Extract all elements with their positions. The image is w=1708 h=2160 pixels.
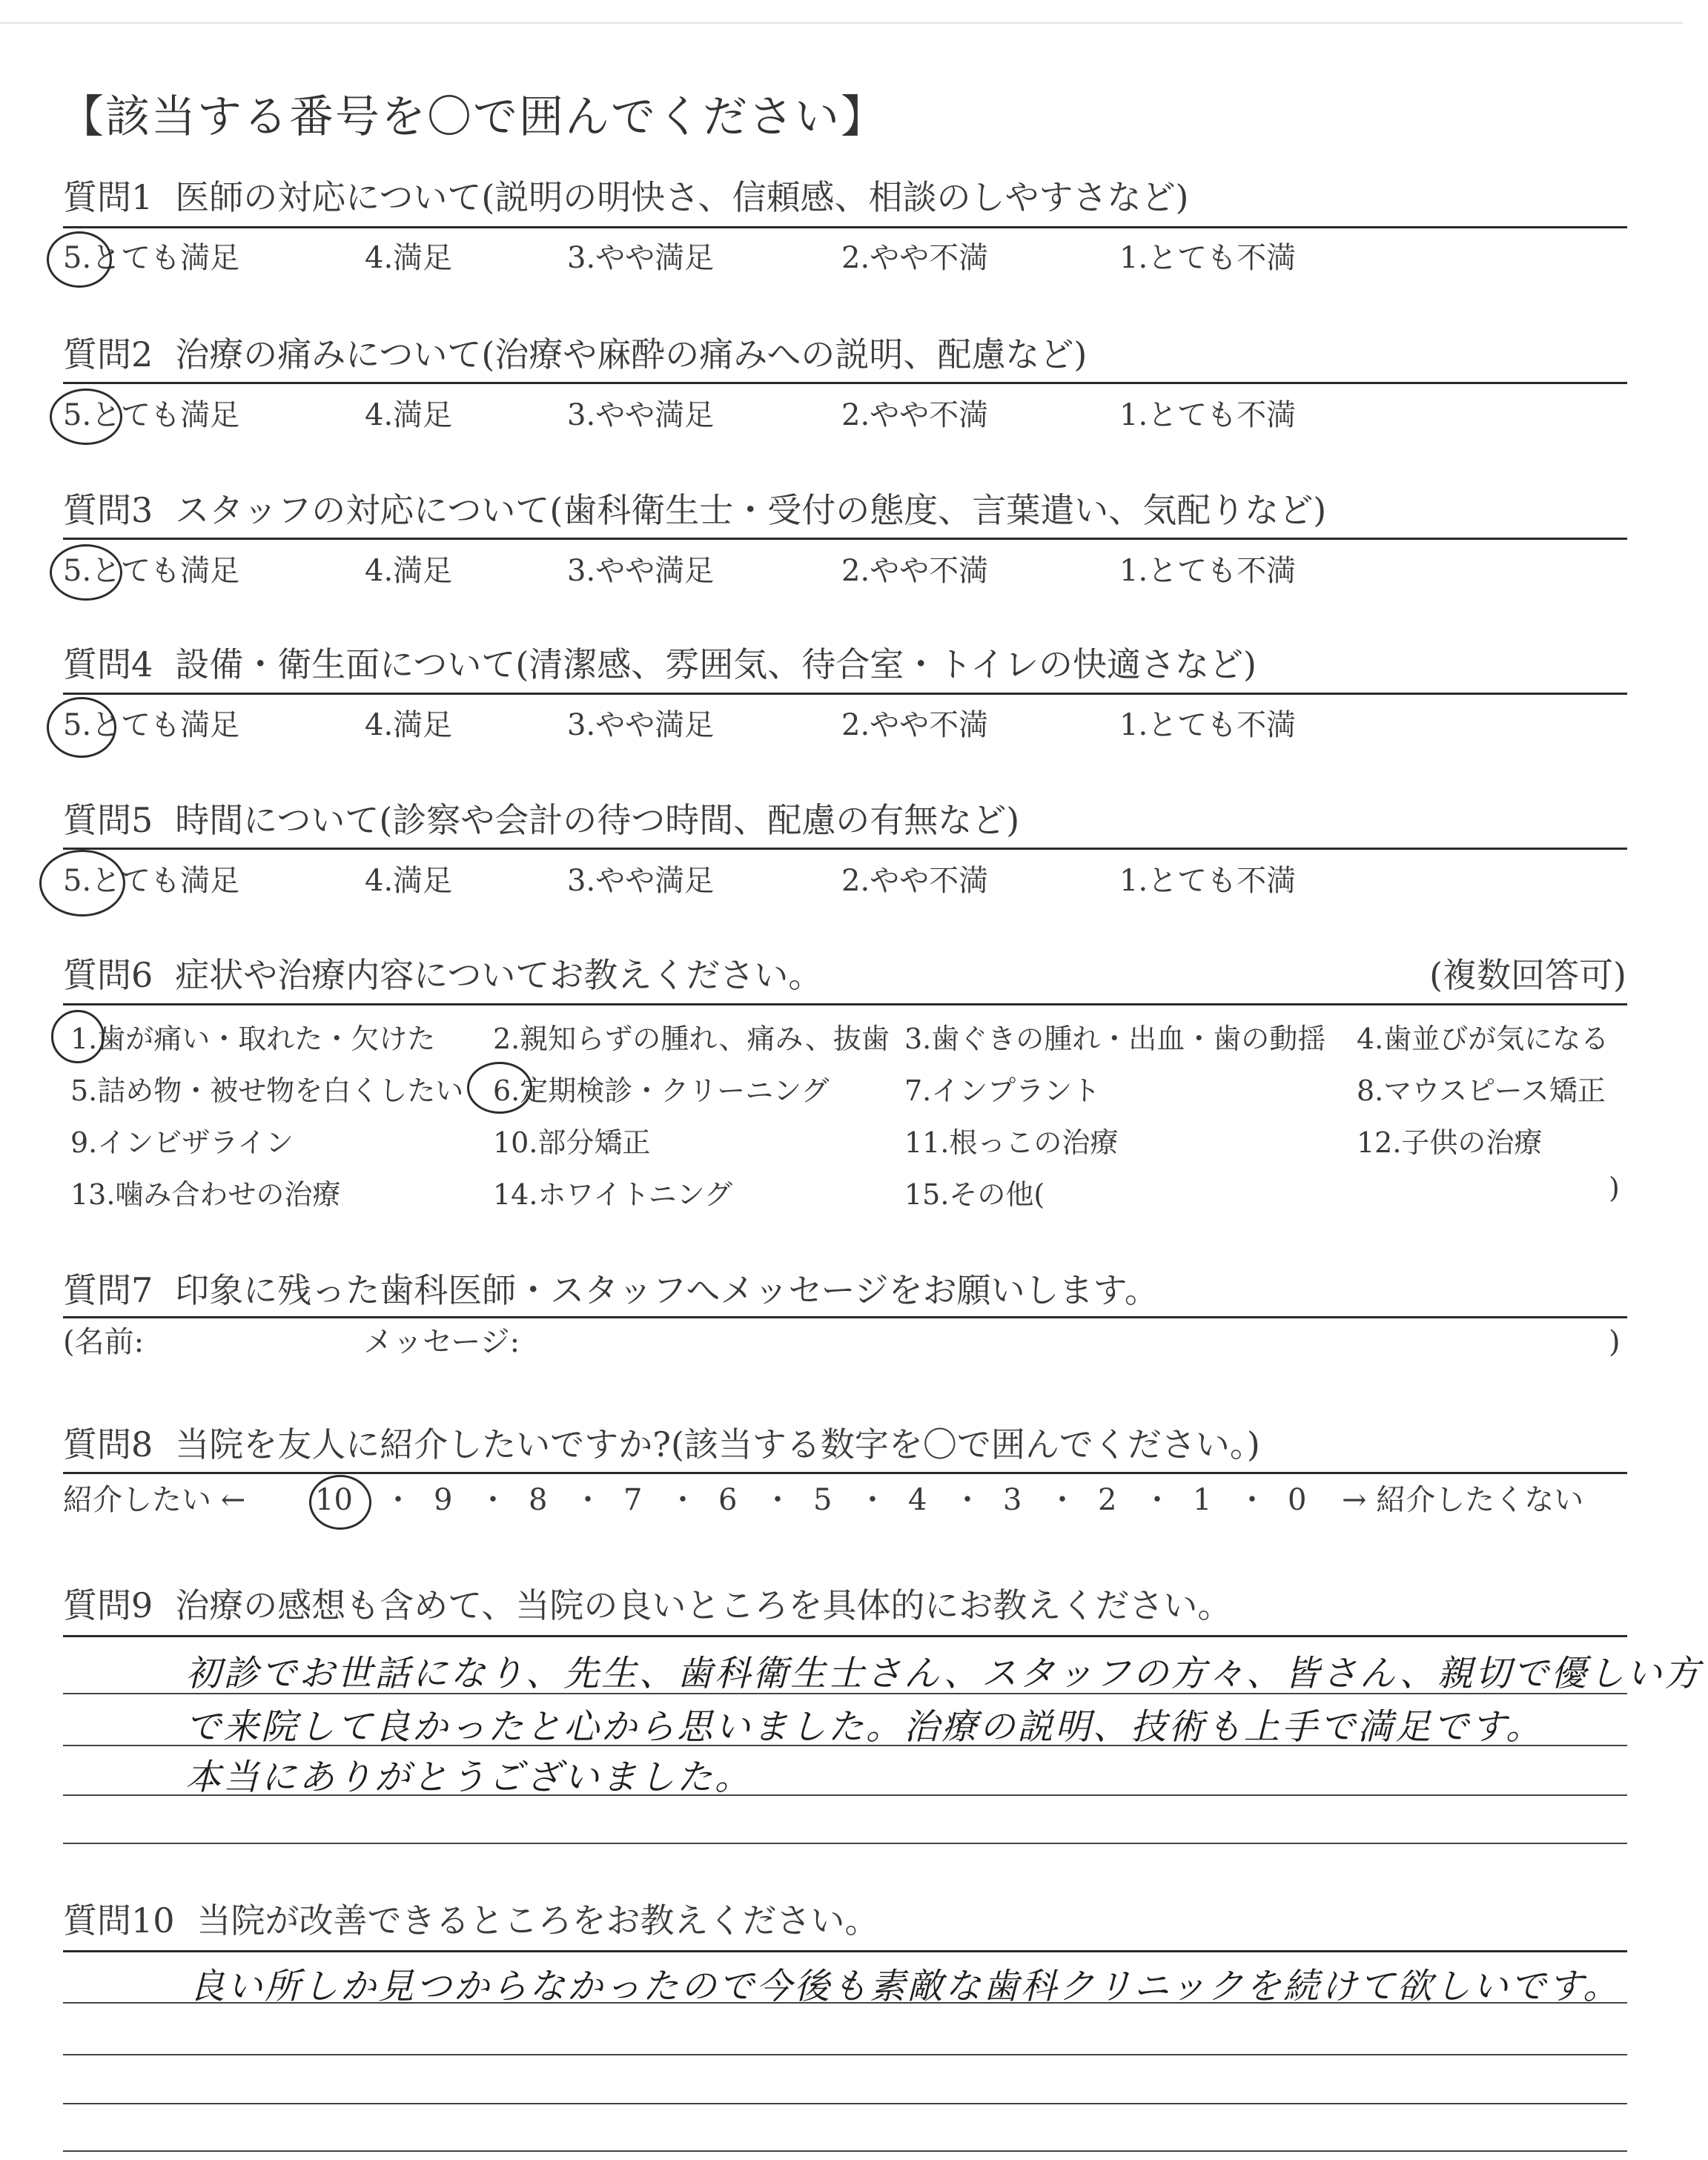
symptom-option[interactable]: 15.その他( [904, 1178, 1045, 1211]
question-2 [63, 332, 1626, 377]
question-9 [63, 1583, 1626, 1628]
scale-value[interactable]: 4 [908, 1483, 927, 1517]
option-5[interactable]: 5.とても満足 [63, 554, 240, 588]
scale-value[interactable]: 8 [529, 1483, 548, 1517]
answer-line [63, 1745, 1627, 1746]
symptom-option[interactable]: 4.歯並びが気になる [1357, 1023, 1609, 1055]
handwritten-answer-line: 本当にありがとうございました。 [185, 1757, 753, 1798]
scan-edge [0, 22, 1683, 24]
question-text: 治療の痛みについて(治療や麻酔の痛みへの説明、配慮など) [175, 334, 1088, 374]
rule-line [63, 1635, 1627, 1637]
question-number: 質問10 [63, 1900, 175, 1941]
option-4[interactable]: 4.満足 [365, 241, 453, 275]
option-2[interactable]: 2.やや不満 [841, 554, 989, 588]
rule-line [63, 1003, 1627, 1005]
answer-line [63, 1843, 1627, 1844]
scale-value[interactable]: 7 [623, 1483, 643, 1517]
scale-dot: ・ [1047, 1483, 1077, 1517]
scale-dot: ・ [763, 1483, 792, 1517]
scale-value[interactable]: 6 [718, 1483, 738, 1517]
option-1[interactable]: 1.とても不満 [1119, 241, 1297, 275]
option-1[interactable]: 1.とても不満 [1119, 708, 1297, 742]
scale-dot: ・ [668, 1483, 698, 1517]
symptom-option[interactable]: 10.部分矯正 [493, 1126, 651, 1159]
question-number: 質問9 [63, 1585, 153, 1625]
scale-dot: ・ [1237, 1483, 1267, 1517]
other-close-paren: ) [1609, 1172, 1620, 1204]
scale-right-label: → 紹介したくない [1342, 1483, 1584, 1517]
option-4[interactable]: 4.満足 [365, 398, 453, 432]
option-5[interactable]: 5.とても満足 [63, 241, 240, 275]
rule-line [63, 226, 1627, 228]
rule-line [63, 1950, 1627, 1952]
rating-options-q2 [63, 393, 1627, 437]
option-5[interactable]: 5.とても満足 [63, 864, 240, 898]
answer-line [63, 2103, 1627, 2104]
handwritten-answer-line: 初診でお世話になり、先生、歯科衛生士さん、スタッフの方々、皆さん、親切で優しい方 [185, 1653, 1702, 1694]
question-text: 設備・衛生面について(清潔感、雰囲気、待合室・トイレの快適さなど) [175, 644, 1257, 684]
option-2[interactable]: 2.やや不満 [841, 708, 989, 742]
rule-line [63, 538, 1627, 540]
question-text: 時間について(診察や会計の待つ時間、配慮の有無など) [175, 800, 1020, 840]
rule-line [63, 1472, 1627, 1474]
question-3 [63, 488, 1626, 532]
option-3[interactable]: 3.やや満足 [567, 241, 715, 275]
scale-value[interactable]: 3 [1003, 1483, 1022, 1517]
multiple-answers-note: (複数回答可) [1429, 955, 1626, 995]
rule-line [63, 1316, 1627, 1318]
symptom-option[interactable]: 2.親知らずの腫れ、痛み、抜歯 [493, 1023, 890, 1055]
option-2[interactable]: 2.やや不満 [841, 241, 989, 275]
question-5 [63, 798, 1626, 842]
symptom-option[interactable]: 3.歯ぐきの腫れ・出血・歯の動揺 [904, 1023, 1326, 1055]
rating-options-q1 [63, 236, 1627, 280]
question-text: 治療の感想も含めて、当院の良いところを具体的にお教えください。 [175, 1585, 1232, 1625]
symptom-option[interactable]: 7.インプラント [904, 1074, 1101, 1107]
question-text: 当院が改善できるところをお教えください。 [196, 1900, 879, 1941]
question-number: 質問8 [63, 1424, 153, 1464]
option-4[interactable]: 4.満足 [365, 864, 453, 898]
symptom-option[interactable]: 12.子供の治療 [1357, 1126, 1543, 1159]
question-number: 質問4 [63, 644, 153, 684]
scale-dot: ・ [1142, 1483, 1172, 1517]
rule-line [63, 382, 1627, 384]
question-6 [63, 953, 1626, 997]
question-text: 印象に残った歯科医師・スタッフへメッセージをお願いします。 [175, 1270, 1159, 1310]
message-label: メッセージ: [363, 1325, 520, 1359]
option-4[interactable]: 4.満足 [365, 554, 453, 588]
scale-dot: ・ [858, 1483, 887, 1517]
option-1[interactable]: 1.とても不満 [1119, 554, 1297, 588]
scale-value[interactable]: 9 [434, 1483, 453, 1517]
question-number: 質問3 [63, 490, 153, 530]
symptom-option[interactable]: 14.ホワイトニング [493, 1178, 733, 1211]
question-number: 質問2 [63, 334, 153, 374]
symptom-option[interactable]: 6.定期検診・クリーニング [493, 1074, 830, 1107]
option-3[interactable]: 3.やや満足 [567, 864, 715, 898]
option-5[interactable]: 5.とても満足 [63, 398, 240, 432]
question-number: 質問7 [63, 1270, 153, 1310]
question-7 [63, 1268, 1626, 1312]
scale-dot: ・ [953, 1483, 982, 1517]
scale-left-label: 紹介したい ← [63, 1483, 246, 1517]
handwritten-answer-line: 良い所しか見つからなかったので今後も素敵な歯科クリニックを続けて欲しいです。 [189, 1966, 1621, 2007]
answer-line [63, 2054, 1627, 2055]
question-number: 質問1 [63, 177, 153, 217]
message-fields [63, 1320, 1627, 1364]
instruction-header: 【該当する番号を〇で囲んでください】 [59, 91, 887, 143]
question-number: 質問6 [63, 955, 153, 995]
scale-value[interactable]: 0 [1288, 1483, 1307, 1517]
option-3[interactable]: 3.やや満足 [567, 554, 715, 588]
option-2[interactable]: 2.やや不満 [841, 398, 989, 432]
question-number: 質問5 [63, 800, 153, 840]
question-10 [63, 1898, 1626, 1943]
name-label: (名前: [63, 1325, 145, 1359]
option-1[interactable]: 1.とても不満 [1119, 864, 1297, 898]
question-8 [63, 1422, 1626, 1467]
option-4[interactable]: 4.満足 [365, 708, 453, 742]
question-text: 当院を友人に紹介したいですか?(該当する数字を〇で囲んでください。) [175, 1424, 1260, 1464]
question-text: 医師の対応について(説明の明快さ、信頼感、相談のしやすさなど) [175, 177, 1189, 217]
symptom-option[interactable]: 11.根っこの治療 [904, 1126, 1119, 1159]
question-4 [63, 642, 1626, 687]
rating-options-q3 [63, 549, 1627, 593]
rating-options-q4 [63, 703, 1627, 747]
answer-line [63, 1693, 1627, 1694]
scale-dot: ・ [573, 1483, 603, 1517]
scale-value[interactable]: 2 [1098, 1483, 1117, 1517]
rule-line [63, 848, 1627, 850]
close-paren: ) [1609, 1325, 1621, 1359]
answer-line [63, 1794, 1627, 1796]
answer-line [63, 2150, 1627, 2152]
symptom-option[interactable]: 9.インビザライン [70, 1126, 294, 1159]
option-3[interactable]: 3.やや満足 [567, 398, 715, 432]
symptom-option[interactable]: 8.マウスピース矯正 [1357, 1074, 1606, 1107]
question-text: 症状や治療内容についてお教えください。 [175, 955, 823, 995]
scale-dot: ・ [383, 1483, 413, 1517]
symptom-option[interactable]: 13.噛み合わせの治療 [70, 1178, 341, 1211]
scale-value[interactable]: 5 [813, 1483, 833, 1517]
symptom-option[interactable]: 1.歯が痛い・取れた・欠けた [70, 1023, 436, 1055]
question-1 [63, 175, 1626, 219]
rule-line [63, 693, 1627, 695]
handwritten-answer-line: で来院して良かったと心から思いました。治療の説明、技術も上手で満足です。 [185, 1706, 1544, 1748]
question-text: スタッフの対応について(歯科衛生士・受付の態度、言葉遣い、気配りなど) [175, 490, 1327, 530]
scale-value[interactable]: 1 [1193, 1483, 1212, 1517]
rating-options-q5 [63, 859, 1627, 903]
symptom-option[interactable]: 5.詰め物・被せ物を白くしたい [70, 1074, 464, 1107]
option-3[interactable]: 3.やや満足 [567, 708, 715, 742]
option-1[interactable]: 1.とても不満 [1119, 398, 1297, 432]
scale-dot: ・ [478, 1483, 508, 1517]
scale-value[interactable]: 10 [315, 1483, 353, 1517]
answer-line [63, 2002, 1627, 2004]
option-2[interactable]: 2.やや不満 [841, 864, 989, 898]
option-5[interactable]: 5.とても満足 [63, 708, 240, 742]
